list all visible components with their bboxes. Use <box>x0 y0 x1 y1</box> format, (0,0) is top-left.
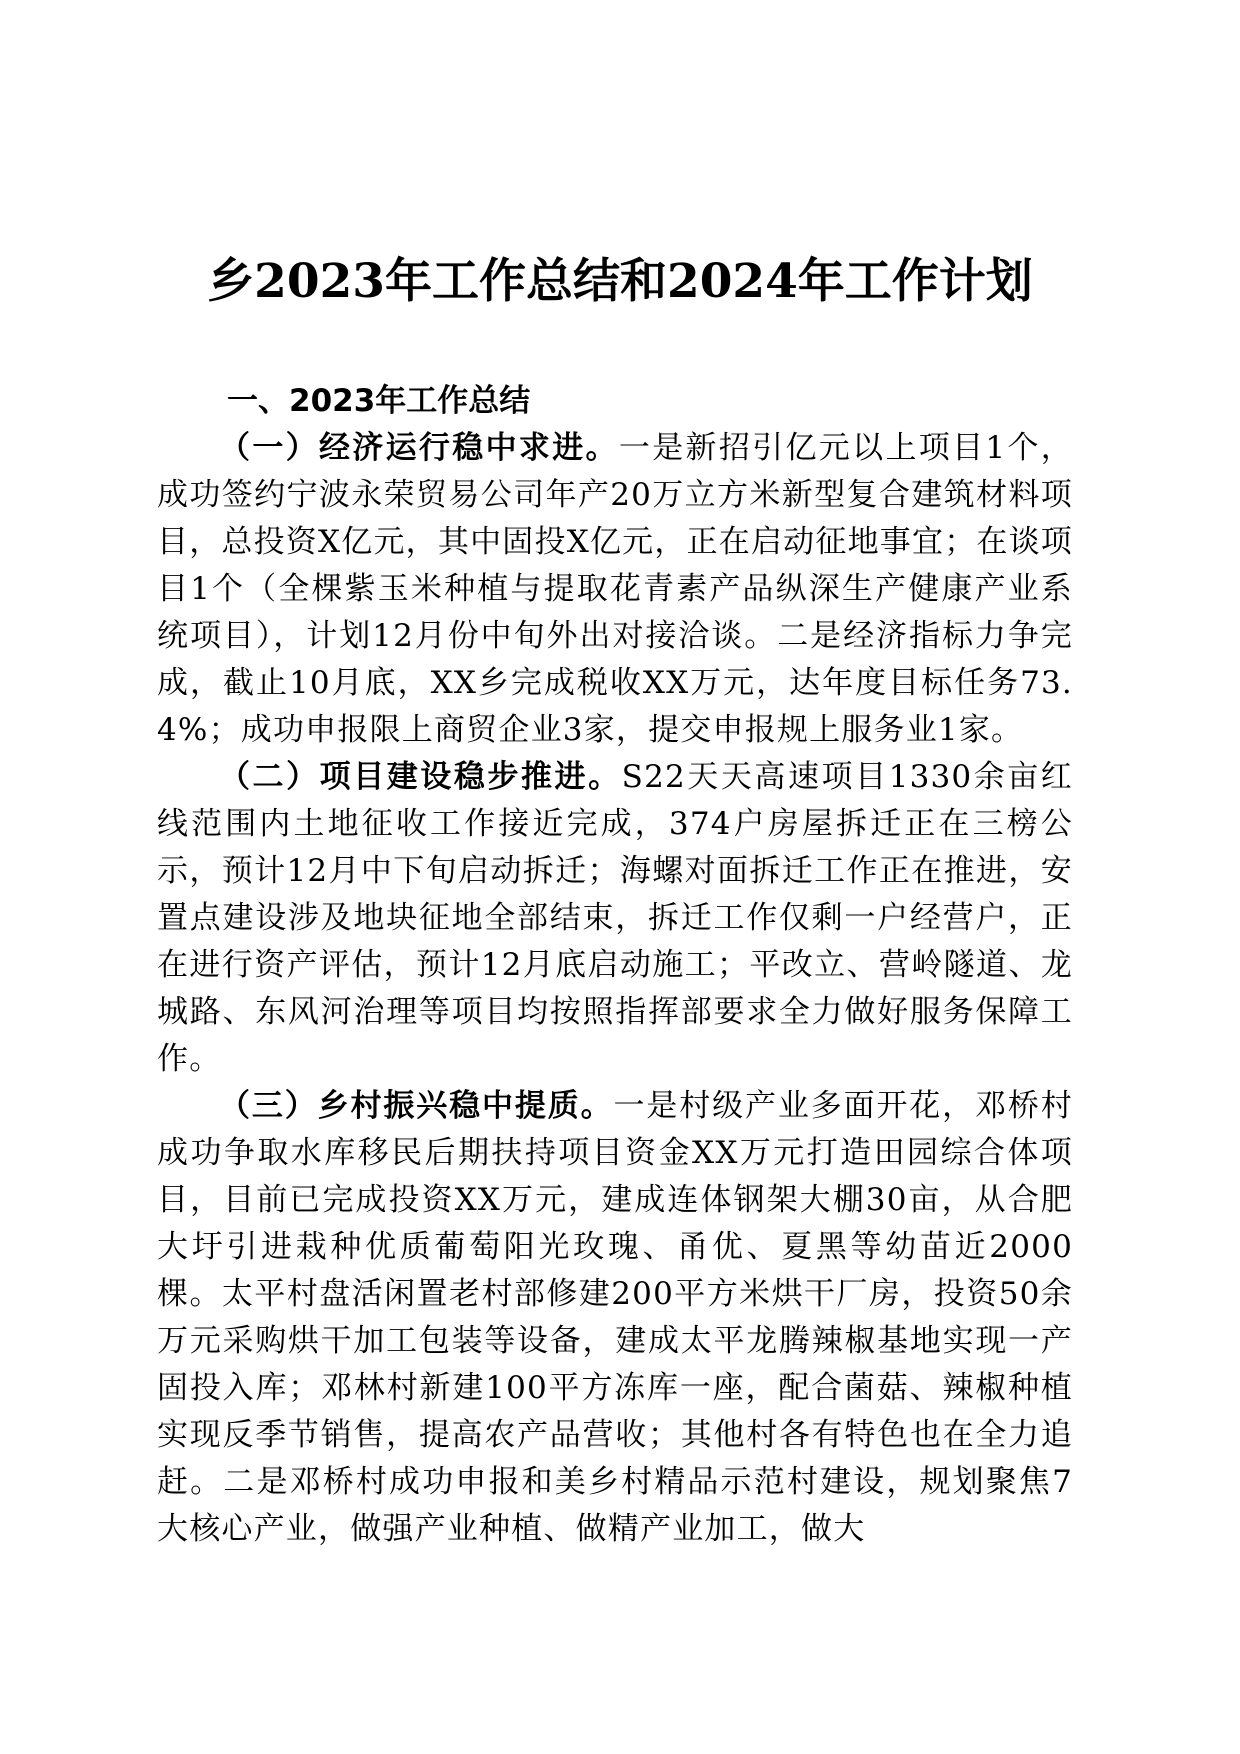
paragraph-economy <box>157 425 1073 754</box>
paragraph-projects <box>157 754 1073 1083</box>
paragraph-lead: （二）项目建设稳步推进。 <box>219 759 622 795</box>
paragraph-lead: （一）经济运行稳中求进。 <box>219 430 619 466</box>
paragraph-rural <box>157 1083 1073 1553</box>
paragraph-text: 一是村级产业多面开花，邓桥村成功争取水库移民后期扶持项目资金XX万元打造田园综合体项目，目前已完成投资XX万元，建成连体钢架大棚30亩，从合肥大圩引进栽种优质葡萄阳光玫瑰、甬优、夏黑等幼苗近2000棵。太平村盘活闲置老村部修建200平方米烘干厂房，投资50余万元采购烘干加工包装等设备，建成太平龙腾辣椒基地实现一产固投入库；邓林村新建100平方冻库一座，配合菌菇、辣椒种植实现反季节销售，提高农产品营收；其他村各有特色也在全力追赶。二是邓桥村成功申报和美乡村精品示范村建设，规划聚焦7大核心产业，做强产业种植、做精产业加工，做大 <box>157 1088 1073 1547</box>
document-body <box>157 378 1073 1553</box>
document-title: 乡2023年工作总结和2024年工作计划 <box>207 254 1033 309</box>
paragraph-lead: （三）乡村振兴稳中提质。 <box>219 1088 614 1124</box>
paragraph-text: S22天天高速项目1330余亩红线范围内土地征收工作接近完成，374户房屋拆迁正在三榜公示，预计12月中下旬启动拆迁；海螺对面拆迁工作正在推进，安置点建设涉及地块征地全部结束，拆迁工作仅剩一户经营户，正在进行资产评估，预计12月底启动施工；平改立、营岭隧道、龙城路、东风河治理等项目均按照指挥部要求全力做好服务保障工作。 <box>157 759 1073 1077</box>
section-heading: 一、2023年工作总结 <box>227 383 531 419</box>
paragraph-text: 一是新招引亿元以上项目1个，成功签约宁波永荣贸易公司年产20万立方米新型复合建筑材料项目，总投资X亿元，其中固投X亿元，正在启动征地事宜；在谈项目1个（全棵紫玉米种植与提取花青素产品纵深生产健康产业系统项目），计划12月份中旬外出对接洽谈。二是经济指标力争完成，截止10月底，XX乡完成税收XX万元，达年度目标任务73.4%；成功申报限上商贸企业3家，提交申报规上服务业1家。 <box>157 430 1073 748</box>
